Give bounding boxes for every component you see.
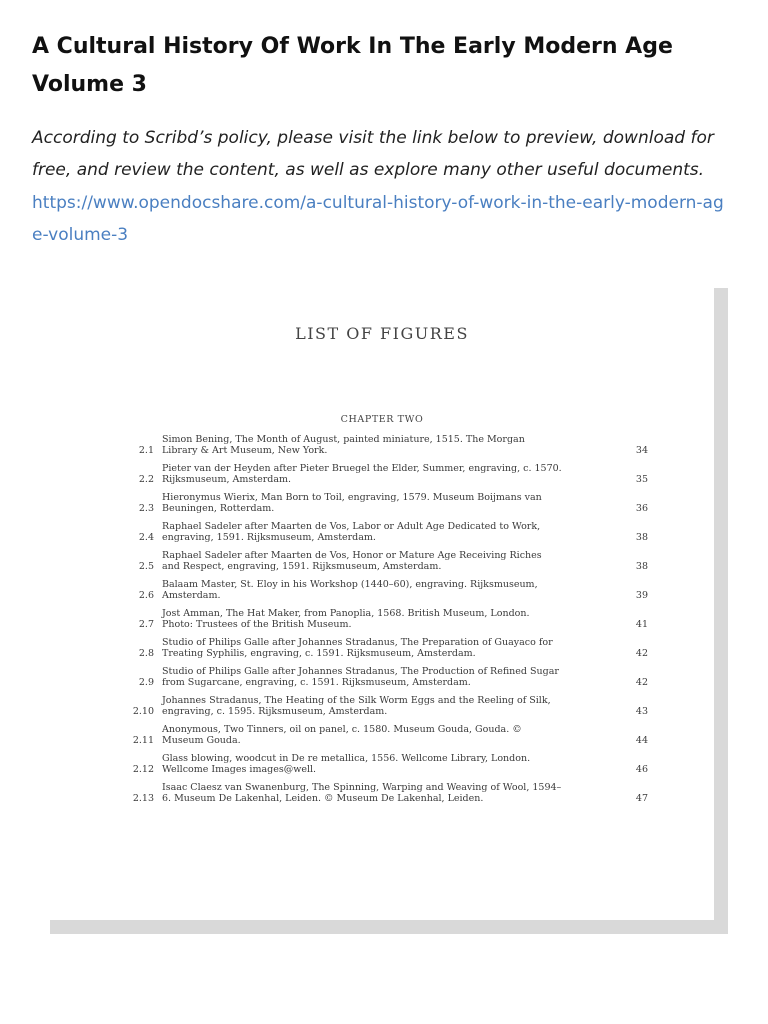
figure-entry — [118, 550, 648, 572]
figure-page-number: 39 — [635, 590, 648, 601]
figure-caption: Simon Bening, The Month of August, painted miniature, 1515. The Morgan Library & Art Museum, New York. — [162, 434, 525, 456]
figure-entry — [118, 695, 648, 717]
figure-caption: Raphael Sadeler after Maarten de Vos, Honor or Mature Age Receiving Riches and Respect, engraving, 1591. Rijksmuseum, Amsterdam. — [162, 550, 542, 572]
figure-entry — [118, 608, 648, 630]
figure-entry — [118, 724, 648, 746]
figure-number: 2.6 — [138, 590, 154, 601]
figure-caption: Balaam Master, St. Eloy in his Workshop (1440–60), engraving. Rijksmuseum, Amsterdam. — [162, 579, 538, 601]
figure-caption: Anonymous, Two Tinners, oil on panel, c. 1580. Museum Gouda, Gouda. © Museum Gouda. — [162, 724, 522, 746]
figure-caption: Pieter van der Heyden after Pieter Bruegel the Elder, Summer, engraving, c. 1570. Rijksmuseum, Amsterdam. — [162, 463, 562, 485]
figure-entry — [118, 521, 648, 543]
figure-number: 2.4 — [138, 532, 154, 543]
figure-list — [118, 434, 648, 811]
figure-page-number: 42 — [635, 648, 648, 659]
figure-number: 2.8 — [138, 648, 154, 659]
figure-entry — [118, 492, 648, 514]
figure-caption: Hieronymus Wierix, Man Born to Toil, engraving, 1579. Museum Boijmans van Beuningen, Rotterdam. — [162, 492, 542, 514]
figure-number: 2.1 — [138, 445, 154, 456]
figure-caption: Isaac Claesz van Swanenburg, The Spinning, Warping and Weaving of Wool, 1594–6. Museum De Lakenhal, Leiden. © Museum De Lakenhal, Leiden. — [162, 782, 562, 804]
figure-caption: Jost Amman, The Hat Maker, from Panoplia, 1568. British Museum, London. Photo: Trustees of the British Museum. — [162, 608, 530, 630]
figure-number: 2.13 — [132, 793, 154, 804]
figure-page-number: 34 — [635, 445, 648, 456]
figure-page-number: 36 — [635, 503, 648, 514]
figure-entry — [118, 579, 648, 601]
figure-number: 2.7 — [138, 619, 154, 630]
figure-caption: Glass blowing, woodcut in De re metallica, 1556. Wellcome Library, London. Wellcome Images images@well. — [162, 753, 531, 775]
figure-number: 2.12 — [132, 764, 154, 775]
chapter-heading: CHAPTER TWO — [340, 414, 424, 425]
figure-entry — [118, 434, 648, 456]
document-preview — [50, 288, 714, 920]
figure-entry — [118, 782, 648, 804]
figure-caption: Raphael Sadeler after Maarten de Vos, Labor or Adult Age Dedicated to Work, engraving, 1591. Rijksmuseum, Amsterdam. — [162, 521, 541, 543]
figure-number: 2.9 — [138, 677, 154, 688]
figure-page-number: 35 — [635, 474, 648, 485]
figure-page-number: 47 — [635, 793, 648, 804]
figure-caption: Studio of Philips Galle after Johannes Stradanus, The Preparation of Guayaco for Treating Syphilis, engraving, c. 1591. Rijksmuseum, Amsterdam. — [162, 637, 553, 659]
figure-number: 2.3 — [138, 503, 154, 514]
figure-page-number: 42 — [635, 677, 648, 688]
figure-caption: Johannes Stradanus, The Heating of the Silk Worm Eggs and the Reeling of Silk, engraving, c. 1595. Rijksmuseum, Amsterdam. — [162, 695, 551, 717]
figure-page-number: 41 — [635, 619, 648, 630]
figure-entry — [118, 666, 648, 688]
intro-text: According to Scribd’s policy, please visit the link below to preview, download for free, and review the content, as well as explore many other useful documents. — [32, 128, 714, 180]
figure-number: 2.2 — [138, 474, 154, 485]
figure-page-number: 43 — [635, 706, 648, 717]
figure-entry — [118, 637, 648, 659]
figure-page-number: 44 — [635, 735, 648, 746]
figure-entry — [118, 753, 648, 775]
figure-number: 2.10 — [132, 706, 154, 717]
figure-caption: Studio of Philips Galle after Johannes Stradanus, The Production of Refined Sugar from Sugarcane, engraving, c. 1591. Rijksmuseum, Amsterdam. — [162, 666, 559, 688]
document-heading: LIST OF FIGURES — [295, 324, 469, 343]
page-title: A Cultural History Of Work In The Early Modern Age Volume 3 — [32, 34, 673, 97]
figure-page-number: 46 — [635, 764, 648, 775]
source-link[interactable]: https://www.opendocshare.com/a-cultural-history-of-work-in-the-early-modern-age-volume-3 — [32, 193, 724, 245]
figure-entry — [118, 463, 648, 485]
figure-number: 2.11 — [132, 735, 154, 746]
figure-number: 2.5 — [138, 561, 154, 572]
figure-page-number: 38 — [635, 532, 648, 543]
figure-page-number: 38 — [635, 561, 648, 572]
